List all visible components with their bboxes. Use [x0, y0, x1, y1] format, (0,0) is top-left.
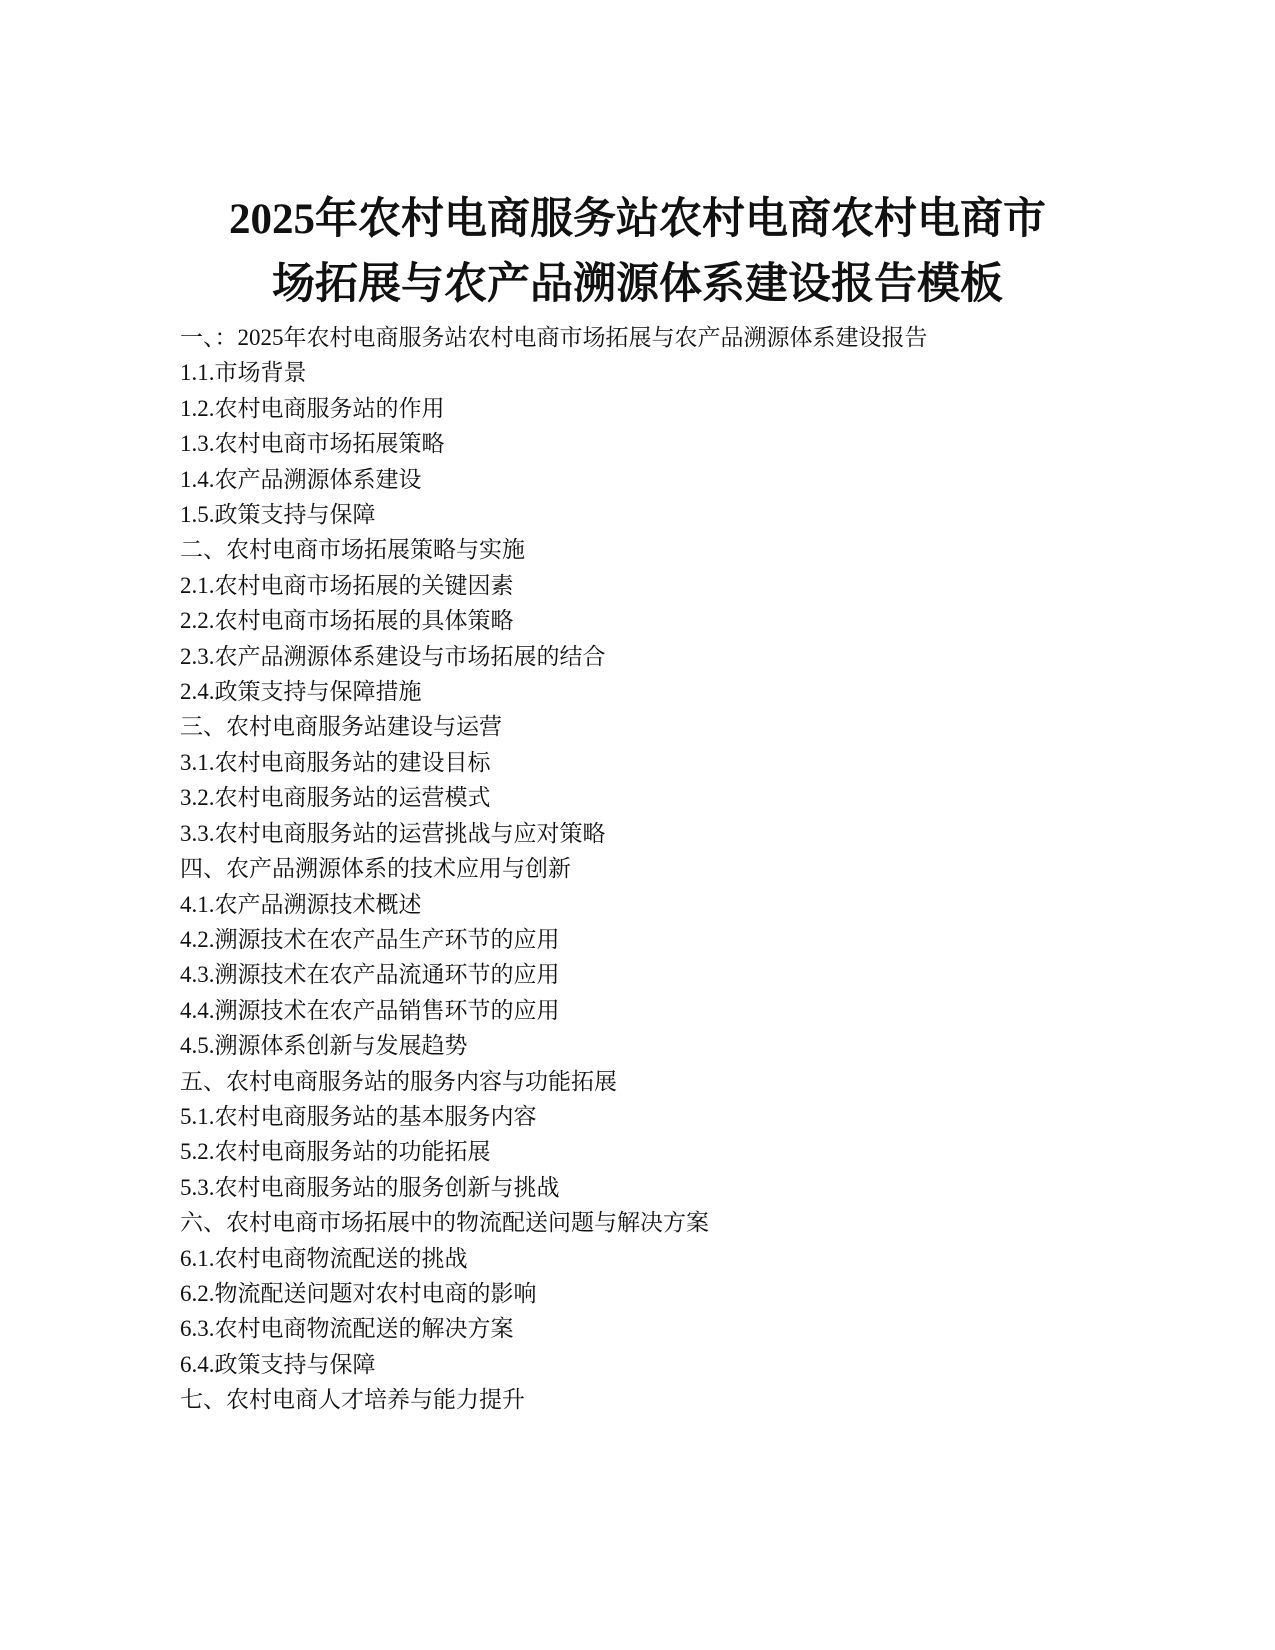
toc-entry: 一、：2025年农村电商服务站农村电商市场拓展与农产品溯源体系建设报告 — [180, 325, 928, 350]
toc-entry: 4.3.溯源技术在农产品流通环节的应用 — [180, 962, 560, 988]
toc-entry: 6.1.农村电商物流配送的挑战 — [180, 1245, 468, 1271]
toc-entry: 5.1.农村电商服务站的基本服务内容 — [180, 1103, 537, 1129]
toc-entry: 5.2.农村电商服务站的功能拓展 — [180, 1139, 491, 1165]
toc-entry: 2.2.农村电商市场拓展的具体策略 — [180, 608, 514, 634]
toc-entry: 1.3.农村电商市场拓展策略 — [180, 431, 445, 457]
table-of-contents — [180, 320, 928, 1418]
toc-entry: 4.4.溯源技术在农产品销售环节的应用 — [180, 997, 560, 1023]
toc-entry: 二、农村电商市场拓展策略与实施 — [180, 537, 525, 563]
toc-entry: 2.3.农产品溯源体系建设与市场拓展的结合 — [180, 643, 606, 669]
toc-entry: 4.5.溯源体系创新与发展趋势 — [180, 1033, 468, 1059]
toc-entry: 3.3.农村电商服务站的运营挑战与应对策略 — [180, 820, 606, 846]
toc-entry: 1.1.市场背景 — [180, 360, 307, 386]
toc-entry: 三、农村电商服务站建设与运营 — [180, 714, 502, 740]
toc-entry: 6.2.物流配送问题对农村电商的影响 — [180, 1280, 537, 1306]
toc-entry: 4.1.农产品溯源技术概述 — [180, 891, 422, 917]
toc-entry: 3.1.农村电商服务站的建设目标 — [180, 749, 491, 775]
toc-entry: 5.3.农村电商服务站的服务创新与挑战 — [180, 1174, 560, 1200]
toc-entry: 6.4.政策支持与保障 — [180, 1351, 376, 1377]
title-line-1: 2025年农村电商服务站农村电商农村电商市 — [229, 196, 1046, 243]
toc-entry: 六、农村电商市场拓展中的物流配送问题与解决方案 — [180, 1210, 709, 1236]
toc-entry: 五、农村电商服务站的服务内容与功能拓展 — [180, 1068, 617, 1094]
toc-entry: 4.2.溯源技术在农产品生产环节的应用 — [180, 926, 560, 952]
title-line-2: 场拓展与农产品溯源体系建设报告模板 — [272, 261, 1003, 308]
toc-entry: 四、农产品溯源体系的技术应用与创新 — [180, 856, 571, 882]
toc-entry: 2.4.政策支持与保障措施 — [180, 679, 422, 705]
toc-entry: 3.2.农村电商服务站的运营模式 — [180, 785, 491, 811]
toc-entry: 2.1.农村电商市场拓展的关键因素 — [180, 572, 514, 598]
toc-entry: 七、农村电商人才培养与能力提升 — [180, 1387, 525, 1413]
toc-entry: 6.3.农村电商物流配送的解决方案 — [180, 1316, 514, 1342]
toc-entry: 1.5.政策支持与保障 — [180, 502, 376, 528]
document-title — [0, 187, 1275, 317]
toc-entry: 1.2.农村电商服务站的作用 — [180, 395, 445, 421]
toc-entry: 1.4.农产品溯源体系建设 — [180, 466, 422, 492]
